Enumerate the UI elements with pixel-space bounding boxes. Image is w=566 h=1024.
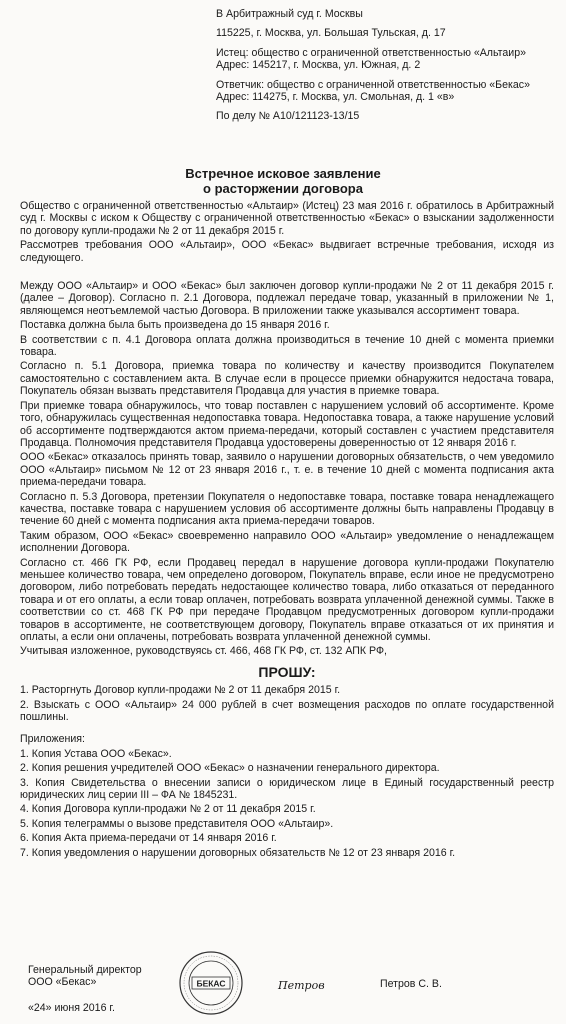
paragraph: Поставка должна была быть произведена до 15 января 2016 г. — [20, 319, 330, 332]
attachments-list — [20, 748, 554, 859]
paragraph: ООО «Бекас» отказалось принять товар, заявило о нарушении договорных обязательств, о чем уведомило ООО «Альтаир» письмом № 12 от 23 января 2016 г., т. е. в течение 10 дней с момента подписания акта приема-передачи товара. — [20, 451, 554, 489]
paragraph: Таким образом, ООО «Бекас» своевременно направило ООО «Альтаир» уведомление о ненадлежащем исполнении Договора. — [20, 529, 554, 555]
request-heading: ПРОШУ: — [258, 663, 316, 680]
list-item: 4. Копия Договора купли-продажи № 2 от 11 декабря 2015 г. — [20, 803, 316, 816]
court-name: В Арбитражный суд г. Москвы — [216, 8, 363, 20]
list-item: 7. Копия уведомления о нарушении договорных обязательств № 12 от 23 января 2016 г. — [20, 846, 456, 859]
paragraph: Согласно ст. 466 ГК РФ, если Продавец передал в нарушение договора купли-продажи Покупателю меньшее количество товара, чем определено договором, Покупатель вправе, если иное не предусмотрено договором, либо потребовать передать недостающее количество товара, либо отказаться от переданного товара и от его оплаты, а если товар оплачен, потребовать возврата уплаченной денежной суммы. Также в соответствии со ст. 468 ГК РФ при передаче Продавцом предусмотренных договором купли-продажи товаров в ассортименте, не соответствующем договору, Покупатель вправе отказаться от их принятия и оплаты, а если они оплачены, потребовать возврата уплаченной денежной суммы. — [20, 556, 554, 643]
signature-date: «24» июня 2016 г. — [28, 1002, 115, 1014]
paragraph: При приемке товара обнаружилось, что товар поставлен с нарушением условий об ассортименте. Кроме того, обнаружилась существенная недопоставка товара. Недопоставка товара, а также нарушение условий об ассортименте подтверждаются актом приема-передачи, который составлен с участием представителя Продавца. Полномочия представителя Продавца удостоверены доверенностью от 12 января 2016 г. — [20, 399, 554, 449]
paragraph: В соответствии с п. 4.1 Договора оплата должна производиться в течение 10 дней с момента приемки товара. — [20, 333, 554, 359]
list-item: 2. Копия решения учредителей ООО «Бекас» о назначении генерального директора. — [20, 762, 440, 775]
paragraph: Учитывая изложенное, руководствуясь ст. 466, 468 ГК РФ, ст. 132 АПК РФ, — [20, 645, 387, 658]
paragraph: Рассмотрев требования ООО «Альтаир», ООО «Бекас» выдвигает встречные требования, исходя из следующего. — [20, 239, 554, 264]
court-address: 115225, г. Москва, ул. Большая Тульская, д. 17 — [216, 27, 446, 40]
list-item: 3. Копия Свидетельства о внесении записи о юридическом лице в Единый государственный реестр юридических лиц серии III – ФА № 1845231. — [20, 776, 554, 802]
document-body — [20, 200, 554, 861]
list-item: 2. Взыскать с ООО «Альтаир» 24 000 рублей в счет возмещения расходов по оплате государственной пошлины. — [20, 698, 554, 724]
request-list — [20, 684, 554, 723]
paragraph: Между ООО «Альтаир» и ООО «Бекас» был заключен договор купли-продажи № 2 от 11 декабря 2015 г. (далее – Договор). Согласно п. 2.1 Договора, подлежал передаче товар, указанный в приложении № 1, являющемся неотъемлемой частью Договора. В приложении также указывался ассортимент товара. — [20, 280, 554, 317]
list-item: 5. Копия телеграммы о вызове представителя ООО «Альтаир». — [20, 817, 334, 830]
list-item: 1. Расторгнуть Договор купли-продажи № 2 от 11 декабря 2015 г. — [20, 684, 341, 697]
company-seal — [178, 950, 244, 1016]
document-header — [216, 8, 556, 130]
list-item: 1. Копия Устава ООО «Бекас». — [20, 747, 172, 760]
attachments-heading: Приложения: — [20, 733, 85, 746]
paragraph: Согласно п. 5.1 Договора, приемка товара по количеству и качеству производится Покупателем самостоятельно с составлением акта. В случае если в процессе приемки обнаружится недостача товара, Покупатель обязан вызвать представителя Продавца для участия в приемке товара. — [20, 360, 554, 398]
document-title: Встречное исковое заявление о расторжении договора — [185, 166, 381, 196]
defendant: Ответчик: общество с ограниченной ответственностью «Бекас» Адрес: 114275, г. Москва, ул. Смольная, д. 1 «в» — [216, 78, 530, 104]
paragraph: Общество с ограниченной ответственностью «Альтаир» (Истец) 23 мая 2016 г. обратилось в Арбитражный суд г. Москвы с иском к Обществу с ограниченной ответственностью «Бекас» о взыскании задолженности по договору купли-продажи № 2 от 11 декабря 2015 г. — [20, 200, 554, 237]
list-item: 6. Копия Акта приема-передачи от 14 января 2016 г. — [20, 832, 277, 845]
paragraph: Согласно п. 5.3 Договора, претензии Покупателя о недопоставке товара, поставке товара ненадлежащего качества, поставке товара с нарушением условия об ассортименте должны быть направлены Продавцу в течение 60 дней с момента подписания акта приема-передачи товаров. — [20, 490, 554, 528]
signature-block — [20, 964, 554, 1020]
plaintiff: Истец: общество с ограниченной ответственностью «Альтаир» Адрес: 145217, г. Москва, ул. Южная, д. 2 — [216, 46, 526, 72]
svg-text:БЕКАС: БЕКАС — [196, 978, 226, 989]
signer-name: Петров С. В. — [380, 978, 442, 990]
signer-title: Генеральный директор ООО «Бекас» — [28, 964, 142, 989]
case-number: По делу № А10/121123-13/15 — [216, 110, 360, 123]
handwritten-signature: Петров — [278, 979, 325, 992]
